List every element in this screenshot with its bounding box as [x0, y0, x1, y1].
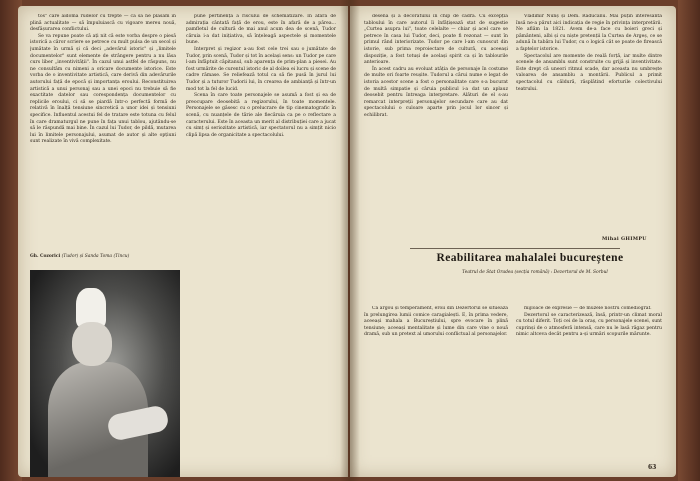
theatre-scene-photo: [30, 270, 180, 477]
photo-figure-head: [72, 322, 112, 366]
paragraph: Se va repune poate că ați nit că este vorba despre o piesă istorică a căror scriere se petrece cu mult pulsa de un secol și jumătate în urmă și că deci „adevărul istoric" și „limitele documentelor" sunt elemente de strângere pentru a nu lăsa curs liber „inventivității". În cazul unui astfel de răspuns, nu ne consultăm cu nimeni a oricare documente istorice. Este vorba de o inventivitate artistică, care derivă din adevărurile autorului față de epocă și importanța eroului. Reconstituirea artistică a unui personaj sau a unei epoci nu trebuie să fie exactitate datelor sau corespondența documentelor cu replicile eroului, ci să se piardă într-o perfectă formă de relativă în înalță tensiune sincretică a unor idei și tensiuni specifice. Influentul acestui fel de tratare este totuna cu felul în care dramaturgul ne pune în fața unui tablou, ajutându-se să le răspundă mai bine. În cazul lui Tudor, de pildă, mutarea lui în limitele personajului, asumat de autor și alte opțiuni sunt realizate în vivă complexitate.: [30, 33, 176, 145]
left-page-column-2: [186, 14, 336, 476]
author-signature: Mihai GHIMPU: [602, 236, 647, 242]
article-column-1: [364, 306, 508, 456]
paragraph: În acest cadru au evoluat atâția de personaje în costume de multe ori foarte reușite. Tudorul a cărui nume e legat de istoria acestor scene a fost o personalitate care s-a bucurat de multă simpatie și căruia publicul i-a dat un aplauz deosebit pentru întreaga interpretare. Alături de el s-au remarcat interpreții personajelor secundare care au dat spectacolului o culoare aparte prin jocul lor sincer și echilibrat.: [364, 66, 508, 118]
paragraph: Scena în care toate personajele se asumă a fost și ea de preocupare deosebită a regizorului, în toate momentele. Personajele se găsesc cu o prelucrare de tip cinematografic în scenă, cu nuanțele de tărie ale fiecăruia ca pe o reflectare a caracterului. Este în aceasta un merit al distribuției care a jucat cu simț și seriozitate artistică, iar spectatorul nu a simțit nicio clipă lipsa de organicitate a spectacolului.: [186, 93, 336, 138]
left-page: [18, 6, 348, 477]
paragraph: Spectacolul are momente de reală forță, iar multe dintre scenele de ansamblu sunt construite cu grijă și inventivitate. Este drept că uneori ritmul scade, dar aceasta nu umbrește valoarea de ansamblu a montării. Publicul a primit spectacolul cu căldură, răsplătind eforturile colectivului teatrului.: [516, 53, 662, 92]
right-page: [350, 6, 676, 477]
article-column-2: [516, 306, 662, 456]
paragraph: desena și a decoratului în chip de cadra. Cu excepția tabloului în care autorul îi înfățișează stat de sugestie „Curtea asupra lui", toate celelalte — chiar și acel care se petrece în casa lui Tudor, deci, poate fi rezonat — sunt în primul rând interiorizate. Tudor pe care l-am cunoscut din istorie, sub prima reproiectare de cultură, cu aceeași dispoziție, a fost totuși de același spirit ca și în tablourile anterioare.: [364, 14, 508, 66]
paragraph: mijloace de expresie — de muzele nostru comediograf.: [524, 306, 652, 311]
paragraph: Ca argou și temperament, eroii din Dezertorul se situează în prelungirea lumii comice caragialești. E, în prima vedere, aceeași mahala a Bucureștiului, spre evocare în plină tensiune; aceeași mentalitate și lume din care vine o nouă dramă, sub un pretext al umorului conflictual al personajelor.: [364, 306, 508, 338]
right-page-column-2: [516, 14, 662, 234]
page-number: 63: [648, 464, 657, 471]
book-cover-right: [678, 0, 700, 481]
article-headline: Reabilitarea mahalalei bucureștene: [436, 252, 624, 264]
paragraph: Interpret și regizor a-au fost cele trei sau o jumătate de Tudor, prin scenă, Tudor și tot în același sens: un Tudor pe care l-am înfăptuit căpitanul, sub aparența de prim-plan a piesei. Au fost urmărite de curentul istoric de al doilea ei lucru și scene de cadre rămase. Se reliefează totul ca să fie pusă în jurul lui Tudor și a tuturor Tudorii lui, în crearea de ambianță și într-un mod tot la fel de lucid.: [186, 46, 336, 92]
photo-caption: [30, 254, 176, 260]
paragraph: Dezertorul se caracterizează, însă, printr-un climat moral cu totul diferit. Toți cei de la oraș, cu personajele scenei, sunt cuprinși de o atmosferă intensă, care nu le lasă răgaz pentru nimic altceva decât pentru a-și urmări scopurile mărunte.: [516, 312, 662, 338]
paragraph: tos" care aidoma rudelor cu trepte — ca să ne plasăm în plină actualitate — să împuluiască cu vigoare mereu nouă, desfășurarea conflictului.: [30, 14, 176, 33]
right-page-column-1: [364, 14, 508, 242]
paragraph: pune pertinența a riscului de schematizare. În afara de admirația cântată față de erou, este în afară de a părea... pamfletul de cultură de mai anul acum dea de scenă, Tudor căruia i-a dat inițiativa, să înțeleagă aspectele și momentele bune.: [186, 14, 336, 46]
paragraph: Vladimir Nunș și Dem. Răducanu. Mai puțin interesantă însă ne-a părut aici indicația de regie în privința interpretării. Ne aflăm la 1821. Avem de-a face cu boieri greci și pământeni, albi și cu niște pretenții la Curtea de Argeș, ce se adună în tabăra lui Tudor, cu o logică cât se poate de firească a faptelor istorice.: [516, 14, 662, 52]
caption-actor-name: Gh. Cozorici: [30, 254, 61, 259]
article-subheading: Teatrul de Stat Oradea (secția română) : Dezertorul de M. Sorbul: [462, 270, 608, 275]
left-page-column-1: [30, 14, 176, 252]
caption-roles: (Tudor) și Sanda Toma (Tincu): [61, 254, 130, 259]
section-divider: [410, 248, 620, 249]
